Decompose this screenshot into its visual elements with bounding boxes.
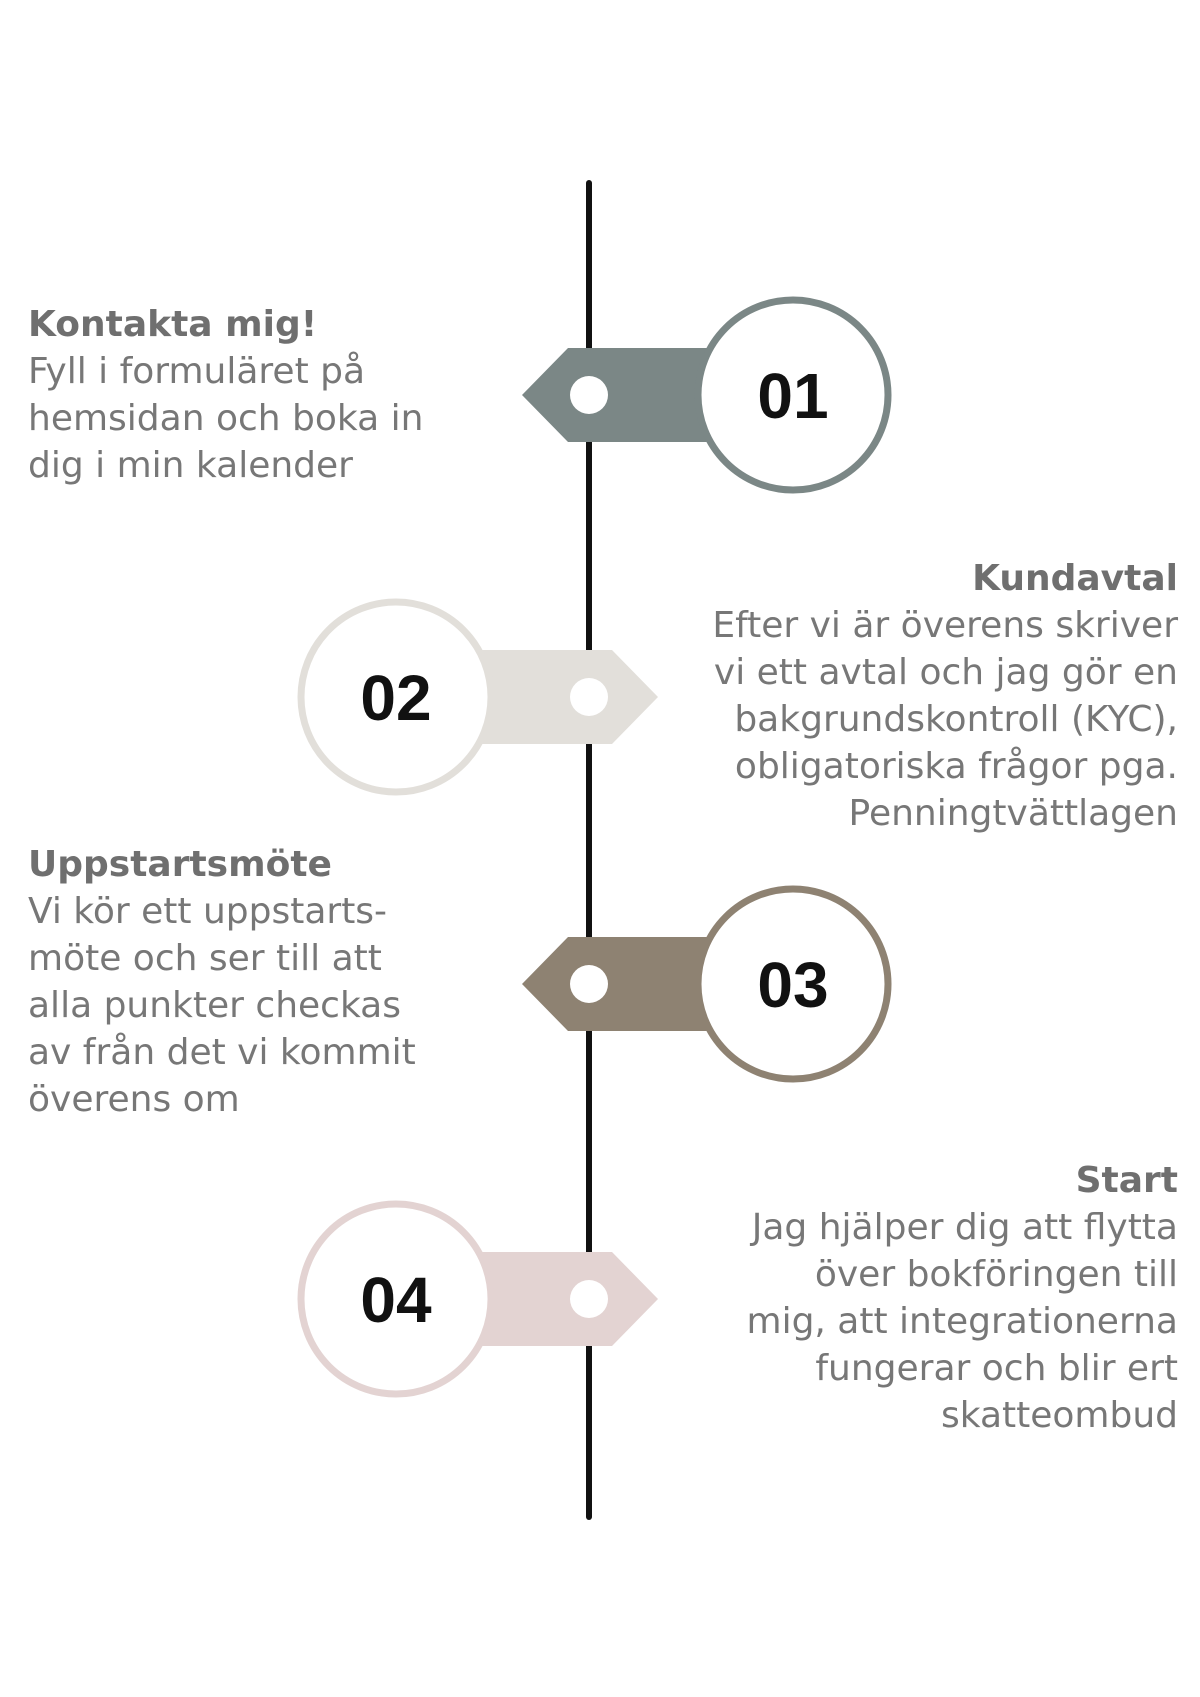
step-02-title: Kundavtal: [972, 558, 1178, 599]
step-04-number: 04: [360, 1264, 432, 1336]
step-03-tag-hole: [570, 965, 608, 1003]
step-01-description: Fyll i formuläret på hemsidan och boka in dig i min kalender: [28, 351, 424, 486]
step-02-description: Efter vi är överens skriver vi ett avtal och jag gör en bakgrundskontroll (KYC), obligatoriska frågor pga. Penningtvättlagen: [712, 605, 1178, 834]
step-04-text: [618, 1158, 1178, 1439]
step-03-title: Uppstartsmöte: [28, 844, 332, 885]
step-01-number: 01: [757, 360, 829, 432]
step-03-marker: [522, 889, 888, 1079]
step-04-tag-hole: [570, 1280, 608, 1318]
step-03-number: 03: [757, 949, 829, 1021]
step-02-number: 02: [360, 662, 432, 734]
step-01-tag-hole: [570, 376, 608, 414]
step-03-text: [28, 842, 498, 1123]
step-01-tag: [522, 348, 720, 442]
step-01-title: Kontakta mig!: [28, 304, 318, 345]
step-03-tag: [522, 937, 720, 1031]
step-02-tag-hole: [570, 678, 608, 716]
step-01-marker: [522, 300, 888, 490]
step-02-text: [618, 556, 1178, 837]
step-04-description: Jag hjälper dig att flytta över bokföringen till mig, att integrationerna fungerar och blir ert skatteombud: [746, 1207, 1178, 1436]
step-04-marker: [301, 1204, 658, 1394]
step-03-description: Vi kör ett uppstarts- möte och ser till att alla punkter checkas av från det vi kommit överens om: [28, 891, 416, 1120]
step-02-marker: [301, 602, 658, 792]
step-01-text: [28, 302, 498, 489]
step-04-title: Start: [1075, 1160, 1178, 1201]
